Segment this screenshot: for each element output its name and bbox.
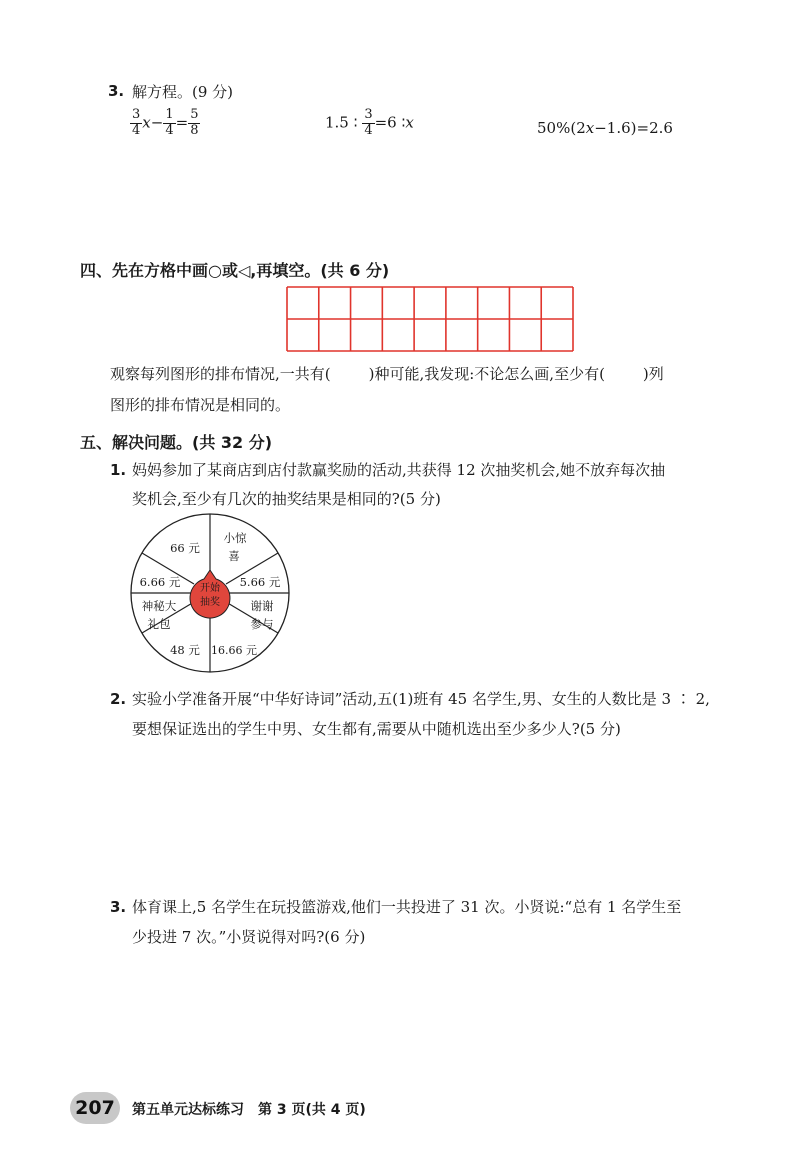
start-button[interactable] bbox=[190, 570, 230, 618]
problem-number: 2. bbox=[110, 690, 127, 708]
fill-in-sentence-continued: 图形的排布情况是相同的。 bbox=[110, 396, 291, 414]
footer-text: 第五单元达标练习 第 3 页(共 4 页) bbox=[132, 1102, 366, 1118]
prize-label: 神秘大 bbox=[141, 599, 177, 613]
problem-number: 3. bbox=[110, 898, 127, 916]
question-number: 3. bbox=[108, 82, 125, 100]
prize-label: 小惊 bbox=[223, 531, 247, 545]
problem-text: 奖机会,至少有几次的抽奖结果是相同的?(5 分) bbox=[132, 490, 441, 508]
question-title: 解方程。(9 分) bbox=[132, 83, 234, 101]
problem-text: 妈妈参加了某商店到店付款赢奖励的活动,共获得 12 次抽奖机会,她不放弃每次抽 bbox=[132, 461, 666, 479]
lottery-wheel bbox=[124, 512, 296, 674]
problem-text: 少投进 7 次。”小贤说得对吗?(6 分) bbox=[132, 928, 366, 946]
prize-label: 5.66 元 bbox=[239, 575, 281, 589]
start-label-line1: 开始 bbox=[200, 583, 220, 594]
prize-label: 参与 bbox=[250, 617, 274, 631]
prize-label: 66 元 bbox=[170, 541, 200, 555]
fraction: $\frac{3}{4}$ bbox=[364, 107, 373, 138]
page-number-badge: 207 bbox=[70, 1092, 120, 1124]
prize-label: 喜 bbox=[228, 549, 240, 563]
prize-label: 48 元 bbox=[170, 643, 200, 657]
problem-text: 体育课上,5 名学生在玩投篮游戏,他们一共投进了 31 次。小贤说:“总有 1 名学生至 bbox=[132, 898, 682, 916]
start-label-line2: 抽奖 bbox=[200, 597, 220, 608]
fraction: $\frac{1}{4}$ bbox=[165, 107, 174, 138]
fraction: $\frac{3}{4}$ bbox=[132, 107, 141, 138]
equation-1: $\frac{3}{4}$ x− $\frac{1}{4}$ = $\frac{5}{8}$ bbox=[132, 107, 199, 138]
fill-in-sentence: 观察每列图形的排布情况,一共有( )种可能,我发现:不论怎么画,至少有( )列 bbox=[110, 365, 664, 383]
section-heading: 四、先在方格中画○或◁,再填空。(共 6 分) bbox=[80, 261, 390, 280]
section-heading: 五、解决问题。(共 32 分) bbox=[80, 433, 273, 452]
problem-number: 1. bbox=[110, 461, 127, 479]
prize-label: 6.66 元 bbox=[139, 575, 181, 589]
fraction: $\frac{5}{8}$ bbox=[190, 107, 199, 138]
answer-grid[interactable] bbox=[286, 286, 574, 352]
prize-label: 谢谢 bbox=[250, 599, 274, 613]
prize-label: 16.66 元 bbox=[211, 644, 257, 657]
prize-label: 礼包 bbox=[147, 617, 171, 631]
problem-text: 要想保证选出的学生中男、女生都有,需要从中随机选出至少多少人?(5 分) bbox=[132, 720, 621, 738]
equation-2: 1.5 ∶ $\frac{3}{4}$ =6 ∶x bbox=[325, 107, 414, 138]
equation-3: 50%(2x−1.6)=2.6 bbox=[537, 119, 673, 137]
problem-text: 实验小学准备开展“中华好诗词”活动,五(1)班有 45 名学生,男、女生的人数比是 3 ∶ 2, bbox=[132, 690, 710, 708]
